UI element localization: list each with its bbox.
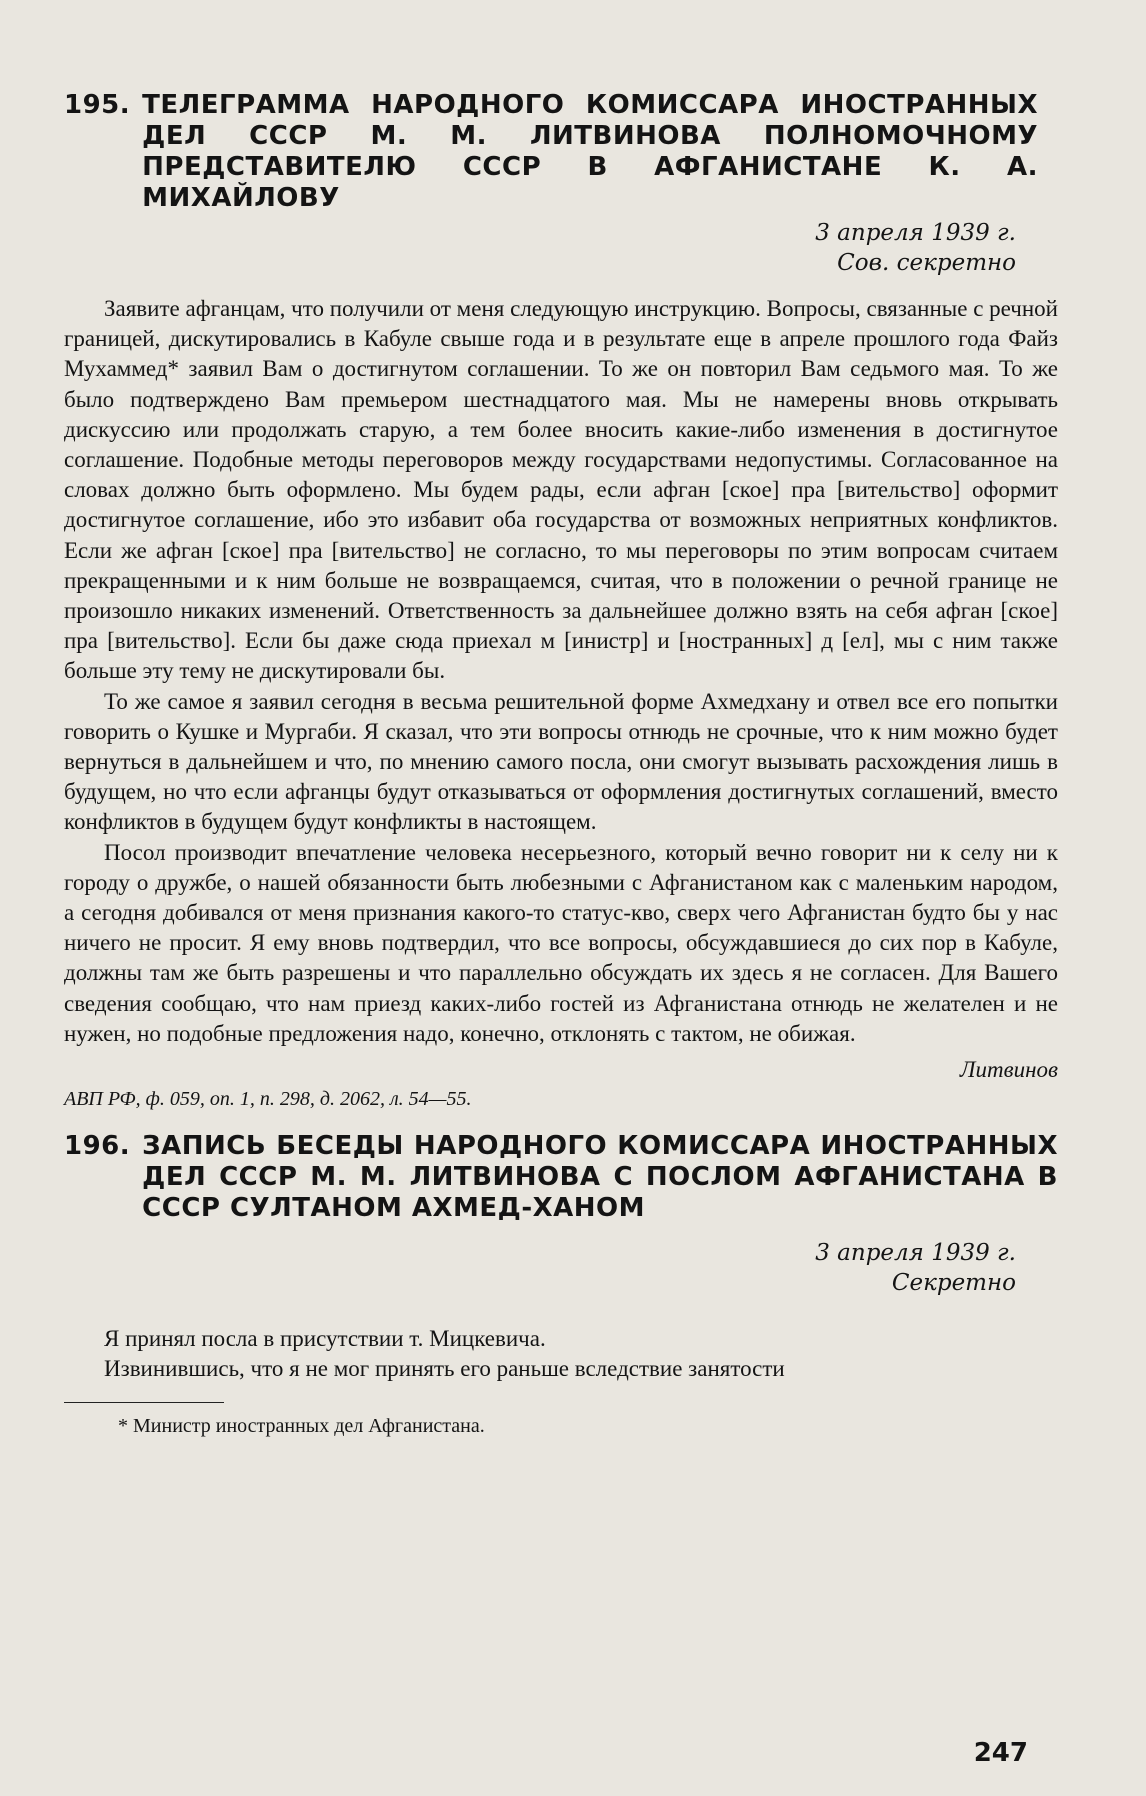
doc-195-archive-reference: АВП РФ, ф. 059, оп. 1, п. 298, д. 2062, л. 54—55. <box>64 1088 472 1111</box>
doc-196-number: 196. <box>64 1131 131 1162</box>
footnote: * Министр иностранных дел Афганистана. <box>118 1415 485 1438</box>
doc-195-classification: Сов. секретно <box>837 250 1016 276</box>
doc-195-signature: Литвинов <box>959 1057 1058 1083</box>
doc-195-paragraph-1: Заявите афганцам, что получили от меня следующую инструкцию. Вопросы, связанные с речной границей, дискутировались в Кабуле свыше года и в результате еще в апреле прошлого года Файз Мухаммед* заявил Вам о достигнутом соглашении. То же он повторил Вам седьмого мая. То же было подтверждено Вам премьером шестнадцатого мая. Мы не намерены вновь открывать дискуссию или продолжать старую, а тем более вносить какие-либо изменения в достигнутое соглашение. Подобные методы переговоров между государствами недопустимы. Согласованное на словах должно быть оформлено. Мы будем рады, если афган [ское] пра [вительство] оформит достигнутое соглашение, ибо это избавит оба государства от возможных неприятных конфликтов. Если же афган [ское] пра [вительство] не согласно, то мы переговоры по этим вопросам считаем прекращенными и к ним больше не возвращаемся, считая, что в положении о речной границе не произошло никаких изменений. Ответственность за дальнейшее должно взять на себя афган [ское] пра [вительство]. Если бы даже сюда приехал м [инистр] и [ностранных] д [ел], мы с ним также больше эту тему не дискутировали бы. <box>64 296 1058 684</box>
footnote-divider <box>64 1402 224 1403</box>
doc-196-body <box>64 1324 1058 1384</box>
doc-195-title: ТЕЛЕГРАММА НАРОДНОГО КОМИССАРА ИНОСТРАННЫХ ДЕЛ СССР М. М. ЛИТВИНОВА ПОЛНОМОЧНОМУ ПРЕДСТАВИТЕЛЮ СССР В АФГАНИСТАНЕ К. А. МИХАЙЛОВУ <box>142 90 1038 213</box>
document-page <box>64 90 1058 1780</box>
doc-195-number: 195. <box>64 90 131 120</box>
document-196 <box>64 1131 1058 1384</box>
page-number: 247 <box>973 1738 1028 1768</box>
doc-196-heading <box>64 1131 1058 1224</box>
doc-195-date: 3 апреля 1939 г. <box>815 220 1016 246</box>
document-195 <box>64 90 1058 1113</box>
doc-196-paragraph-1: Я принял посла в присутствии т. Мицкевича. <box>104 1326 546 1352</box>
doc-195-heading <box>64 90 1058 214</box>
doc-196-paragraph-2: Извинившись, что я не мог принять его раньше вследствие занятости <box>104 1356 785 1382</box>
doc-196-date: 3 апреля 1939 г. <box>815 1240 1016 1267</box>
doc-196-classification: Секретно <box>891 1270 1016 1297</box>
doc-195-body <box>64 294 1058 1049</box>
doc-195-paragraph-3: Посол производит впечатление человека несерьезного, который вечно говорит ни к селу ни к городу о дружбе, о нашей обязанности быть любезными с Афганистаном как с маленьким народом, а сегодня добивался от меня признания какого-то статус-кво, сверх чего Афганистан будто бы у нас ничего не просит. Я ему вновь подтвердил, что все вопросы, обсуждавшиеся до сих пор в Кабуле, должны там же быть разрешены и что параллельно обсуждать их здесь я не согласен. Для Вашего сведения сообщаю, что нам приезд каких-либо гостей из Афганистана отнюдь не желателен и не нужен, но подобные предложения надо, конечно, отклонять с тактом, не обижая. <box>64 839 1058 1046</box>
doc-195-paragraph-2: То же самое я заявил сегодня в весьма решительной форме Ахмедхану и отвел все его попытки говорить о Кушке и Мургаби. Я сказал, что эти вопросы отнюдь не срочные, что к ним можно будет вернуться в дальнейшем и что, по мнению самого посла, они смогут вызывать расхождения лишь в будущем, но что если афганцы будут отказываться от оформления достигнутых соглашений, вместо конфликтов в будущем будут конфликты в настоящем. <box>64 688 1058 835</box>
doc-196-title: ЗАПИСЬ БЕСЕДЫ НАРОДНОГО КОМИССАРА ИНОСТРАННЫХ ДЕЛ СССР М. М. ЛИТВИНОВА С ПОСЛОМ АФГАНИСТАНА В СССР СУЛТАНОМ АХМЕД-ХАНОМ <box>142 1131 1058 1224</box>
